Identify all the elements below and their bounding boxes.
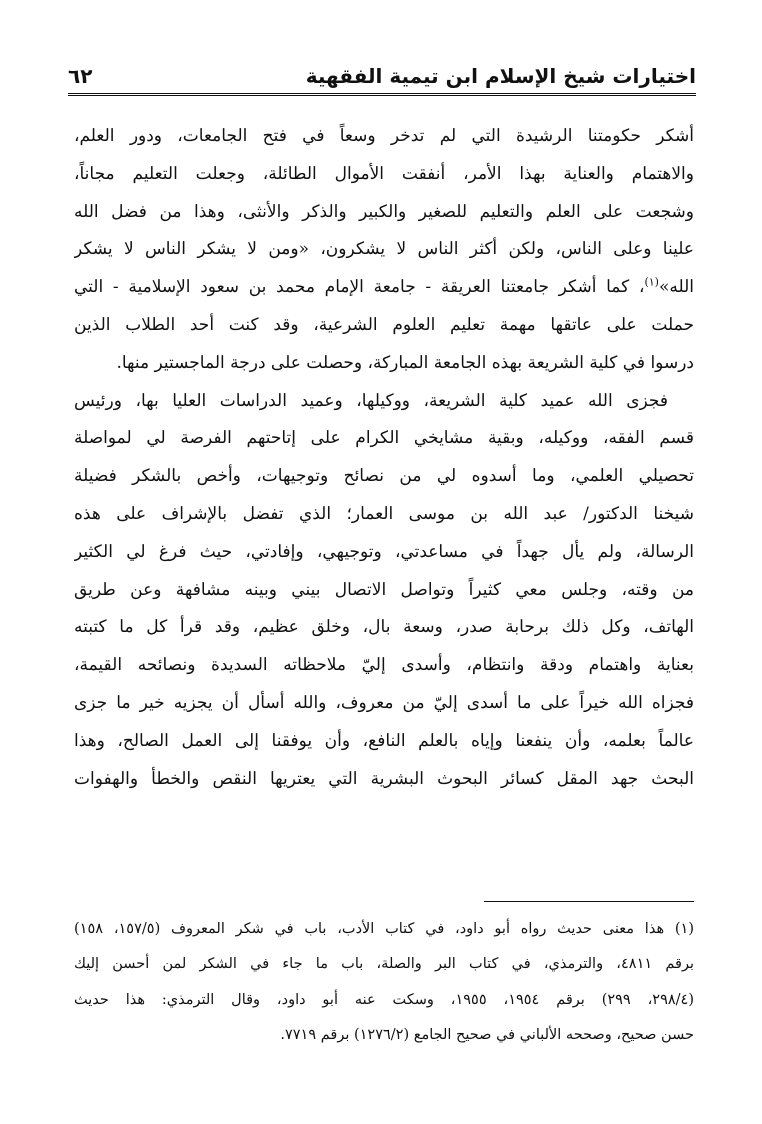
running-title: اختيارات شيخ الإسلام ابن تيمية الفقهية <box>305 64 696 88</box>
text-line: شيخنا الدكتور/ عبد الله بن موسى العمار؛ الذي تفضل بالإشراف على هذه <box>74 503 694 524</box>
header-rule <box>68 93 696 96</box>
text-line: علينا وعلى الناس، ولكن أكثر الناس لا يشكرون، «ومن لا يشكر الناس لا يشكر <box>74 239 694 260</box>
footnote-line: حسن صحيح، وصححه الألباني في صحيح الجامع (١٢٧٦/٢) برقم ٧٧١٩. <box>280 1026 694 1043</box>
footnotes <box>74 912 694 1053</box>
text-line: بعناية واهتمام ودقة وانتظام، وأسدى إليّ ملاحظاته السديدة ونصائحه القيمة، <box>74 655 694 676</box>
text-line <box>74 269 694 307</box>
text-line: والاهتمام والعناية بهذا الأمر، أنفقت الأموال الطائلة، وجعلت التعليم مجاناً، <box>74 163 694 184</box>
text-line: الرسالة، ولم يأل جهداً في مساعدتي، وتوجيهي، وإفادتي، حيث فرغ لي الكثير <box>74 541 694 562</box>
text-line: الهاتف، وكل ذلك برحابة صدر، وسعة بال، وخلق عظيم، وقد قرأ كل ما كتبته <box>74 617 694 638</box>
text-line: البحث جهد المقل كسائر البحوث البشرية التي يعتريها النقص والخطأ والهفوات <box>74 768 694 789</box>
text-line: تحصيلي العلمي، وما أسدوه لي من نصائح وتوجيهات، وأخص بالشكر فضيلة <box>74 466 694 487</box>
text-line: وشجعت على العلم والتعليم للصغير والكبير والذكر والأنثى، وهذا من فضل الله <box>74 201 694 222</box>
main-text <box>74 118 694 798</box>
text-line: حملت على عاتقها مهمة تعليم العلوم الشرعية، وقد كنت أحد الطلاب الذين <box>74 314 694 335</box>
footnote-line: (٢٩٨/٤، ٢٩٩) برقم ١٩٥٤، ١٩٥٥، وسكت عنه أبو داود، وقال الترمذي: هذا حديث <box>74 991 694 1008</box>
footnote-separator <box>484 901 694 902</box>
footnote-marker: (١) <box>644 275 659 289</box>
running-header <box>68 62 696 96</box>
text-line: عالماً بعلمه، وأن ينفعنا وإياه بالعلم النافع، وأن يوفقنا إلى العمل الصالح، وهذا <box>74 730 694 751</box>
text-fragment: ، كما أشكر جامعتنا العريقة - جامعة الإمام محمد بن سعود الإسلامية - التي <box>74 277 645 298</box>
text-line: فجزى الله عميد كلية الشريعة، ووكيلها، وعميد الدراسات العليا بها، ورئيس <box>74 390 668 411</box>
text-line: فجزاه الله خيراً على ما أسدى إليّ من معروف، والله أسأل أن يجزيه خير ما جزى <box>74 692 694 713</box>
text-line: من وقته، وجلس معي كثيراً وتواصل الاتصال بيني وبينه مشافهة وعن طريق <box>74 579 694 600</box>
text-line: درسوا في كلية الشريعة بهذه الجامعة المباركة، وحصلت على درجة الماجستير منها. <box>116 352 694 373</box>
page-number: ٦٢ <box>68 64 93 88</box>
footnote-line: برقم ٤٨١١، والترمذي، في كتاب البر والصلة، باب ما جاء في الشكر لمن أحسن إليك <box>74 956 694 973</box>
text-line: أشكر حكومتنا الرشيدة التي لم تدخر وسعاً في فتح الجامعات، ودور العلم، <box>74 126 694 146</box>
text-fragment: الله» <box>658 277 694 298</box>
footnote-line: (١) هذا معنى حديث رواه أبو داود، في كتاب الأدب، باب في شكر المعروف (١٥٧/٥، ١٥٨) <box>74 921 694 937</box>
text-line: قسم الفقه، ووكيله، وبقية مشايخي الكرام على إتاحتهم الفرصة لي لمواصلة <box>74 428 694 449</box>
